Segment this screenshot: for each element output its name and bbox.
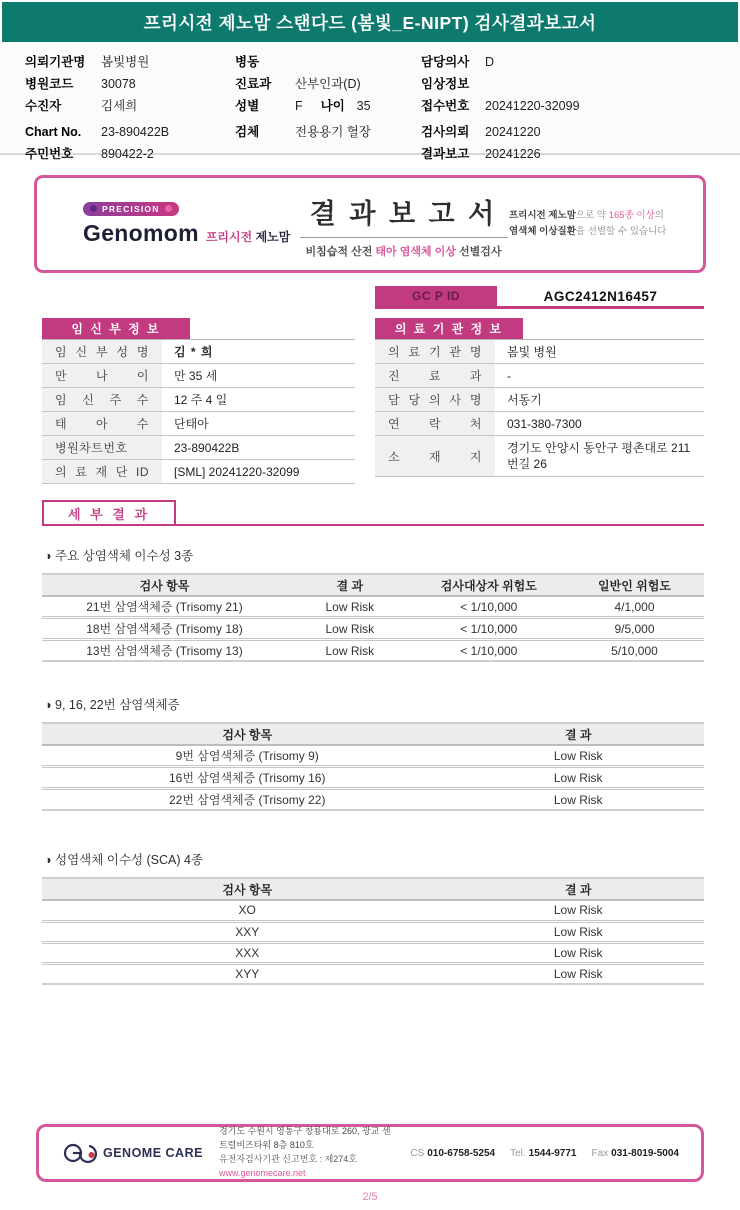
table-row: 임 신 주 수 12 주 4 일	[42, 388, 355, 412]
table-header-row: 검사 항목 결 과 검사대상자 위험도 일반인 위험도	[42, 574, 704, 596]
table-row: 의 료 기 관 명 봄빛 병원	[375, 340, 704, 364]
gc-p-id-label: GC P ID	[375, 286, 497, 306]
field-report-date: 결과보고 20241226	[421, 147, 541, 161]
address-line1: 경기도 수원시 영통구 창룡대로 260, 광교 센트럴비즈타워 8층 810호	[218, 1126, 391, 1151]
contact-fax: Fax 031-8019-5004	[591, 1147, 679, 1159]
report-header-box	[34, 175, 706, 273]
report-doc-title-block	[298, 192, 509, 259]
table-row: 13번 삼염색체증 (Trisomy 13) Low Risk < 1/10,000 5/10,000	[86, 643, 658, 658]
details-header-title: 세 부 결 과	[42, 500, 176, 526]
footer-address	[219, 1125, 394, 1181]
autosome-result-table	[42, 573, 704, 662]
section-heading-trisomy-9-16-22: ◑ 9, 16, 22번 삼염색체증	[44, 698, 180, 712]
footer-contacts	[410, 1148, 679, 1159]
field-orderer: 의뢰기관명 봄빛병원	[25, 55, 150, 69]
doc-subtitle: 비침습적 산전 태아 염색체 이상 선별검사	[305, 245, 502, 258]
info-tables	[42, 318, 704, 484]
table-row: 담 당 의 사 명 서동기	[375, 388, 704, 412]
report-title-bar	[2, 2, 738, 42]
table-row: 18번 삼염색체증 (Trisomy 18) Low Risk < 1/10,000 9/5,000	[42, 618, 704, 640]
patient-info-panel	[0, 42, 740, 161]
table-row: 진 료 과 -	[375, 364, 704, 388]
trisomy-9-16-22-table	[42, 722, 704, 811]
patient-info-col1	[25, 51, 235, 161]
field-hospital-code: 병원코드 30078	[25, 77, 136, 91]
table-row: XO Low Risk	[42, 900, 704, 921]
genome-care-mark-icon	[63, 1141, 97, 1165]
footer-box	[36, 1124, 704, 1182]
badge-dot-left-icon	[90, 205, 97, 212]
patient-info-col3	[421, 51, 740, 161]
table-row: 16번 삼염색체증 (Trisomy 16) Low Risk	[42, 767, 704, 789]
address-line2: 유전자검사기관 신고번호 : 제274호	[218, 1154, 357, 1164]
clinic-info-table	[375, 318, 704, 477]
table-row: XYY Low Risk	[235, 966, 603, 981]
field-resident-no: 주민번호 890422-2	[25, 147, 154, 161]
field-clinical-info: 임상정보	[421, 77, 470, 91]
table-header-row: 검사 항목 결 과	[42, 723, 704, 745]
section-heading-sca: ◑ 성염색체 이수성 (SCA) 4종	[44, 853, 204, 867]
table-row: 22번 삼염색체증 (Trisomy 22) Low Risk	[168, 792, 603, 807]
mother-info-title: 임 신 부 정 보	[42, 318, 190, 339]
tagline: 프리시전 제노맘으로 약 165종 이상의 염색체 이상질환을 선별할 수 있습니다	[509, 210, 667, 237]
table-row: 21번 삼염색체증 (Trisomy 21) Low Risk < 1/10,000 4/1,000	[42, 596, 704, 618]
field-receipt-no: 접수번호 20241220-32099	[421, 99, 580, 113]
field-doctor: 담당의사 D	[421, 55, 495, 69]
badge-dot-right-icon	[165, 205, 172, 212]
table-row: XXX Low Risk	[42, 942, 704, 963]
field-department: 진료과 산부인과(D)	[235, 77, 361, 91]
genome-care-name: GENOME CARE	[103, 1146, 203, 1160]
details-section-header	[42, 500, 704, 526]
table-row: 만 나 이 만 35 세	[42, 364, 355, 388]
table-row: XXY Low Risk	[42, 921, 704, 942]
precision-badge: PRECISION	[83, 202, 179, 216]
table-row: 태 아 수 단태아	[42, 412, 355, 436]
contact-cs: CS 010-6758-5254	[410, 1147, 496, 1159]
table-row: 병원차트번호 23-890422B	[42, 436, 355, 460]
sca-result-table	[42, 877, 704, 985]
page-number: 2/5	[362, 1191, 378, 1203]
table-row: 의 료 재 단 ID [SML] 20241220-32099	[42, 460, 355, 484]
table-row: 연 락 처 031-380-7300	[375, 412, 704, 436]
field-request-date: 검사의뢰 20241220	[421, 125, 541, 139]
field-sex-age: 성별 F 나이 35	[235, 99, 371, 113]
genome-care-logo	[63, 1141, 203, 1165]
table-row: 소 재 지 경기도 안양시 동안구 평촌대로 211번길 26	[375, 436, 704, 477]
table-header-row: 검사 항목 결 과	[42, 878, 704, 900]
field-specimen: 검체 전용용기 혈장	[235, 125, 371, 139]
field-ward: 병동	[235, 55, 260, 69]
table-row: 임 신 부 성 명 김 * 희	[42, 340, 355, 364]
mother-info-table	[42, 318, 355, 484]
clinic-info-title: 의 료 기 관 정 보	[375, 318, 523, 339]
gc-p-id-row	[375, 286, 704, 309]
field-chart-no: Chart No. 23-890422B	[25, 125, 170, 139]
section-heading-autosome: ◑ 주요 상염색체 이수성 3종	[44, 549, 194, 563]
website-link[interactable]: www.genomecare.net	[218, 1167, 306, 1178]
genomom-logo: PRECISION Genomom 프리시전 제노맘	[83, 203, 291, 246]
brand-name: Genomom	[83, 219, 199, 246]
table-row: 9번 삼염색체증 (Trisomy 9) Low Risk	[42, 745, 704, 767]
gc-p-id-value: AGC2412N16457	[543, 288, 658, 304]
report-title: 프리시전 제노맘 스탠다드 (봄빛_E-NIPT) 검사결과보고서	[143, 12, 597, 33]
patient-info-col2	[235, 51, 421, 141]
doc-title: 결 과 보 고 서	[309, 198, 498, 229]
title-divider	[300, 237, 508, 238]
contact-tel: Tel. 1544-9771	[510, 1147, 577, 1159]
field-patient-name: 수진자 김세희	[25, 99, 138, 113]
